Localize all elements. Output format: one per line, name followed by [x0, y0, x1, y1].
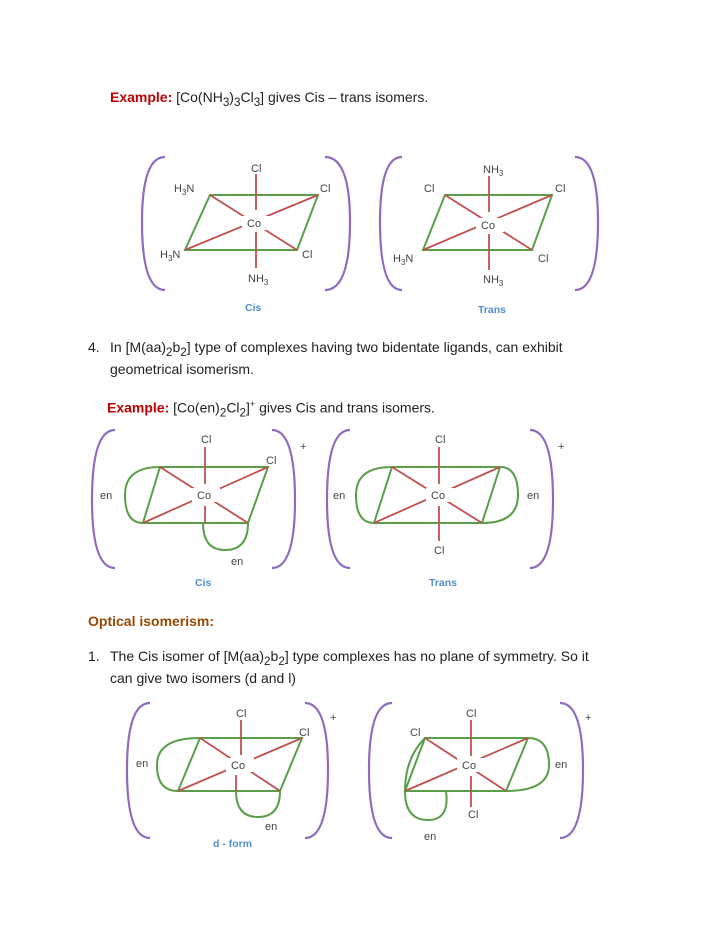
ligand-cl-top: Cl	[236, 708, 247, 720]
ligand-cl-right-top: Cl	[320, 183, 331, 195]
caption-cis: Cis	[195, 577, 212, 589]
ligand-h3n-bottom: $H_3N$	[160, 249, 181, 263]
caption-cis: Cis	[245, 302, 262, 314]
ligand-cl-top: Cl	[201, 434, 212, 446]
ligand-cl-right: Cl	[299, 727, 310, 739]
metal-co: Co	[231, 760, 246, 772]
ligand-cl-left-top: Cl	[424, 183, 435, 195]
ligand-nh3-top: $NH_3$	[483, 164, 504, 178]
example-2-line: Example: $[Co(en)_2Cl_2]^+$ gives Cis and trans isomers.	[107, 399, 435, 420]
fig1-cis-complex	[142, 157, 350, 314]
en-arc-right	[506, 738, 549, 791]
ligand-en-left: en	[136, 758, 149, 770]
fig2-trans-complex	[327, 430, 564, 589]
ligand-en-right: en	[527, 490, 540, 502]
ligand-nh3-bottom: $NH_3$	[483, 274, 504, 288]
metal-co: Co	[481, 220, 496, 232]
en-arc-right	[482, 467, 518, 523]
item-1-number: 1.	[88, 648, 100, 664]
charge-plus: +	[585, 712, 592, 724]
metal-co: Co	[247, 218, 262, 230]
ligand-cl-right: Cl	[266, 455, 277, 467]
charge-plus: +	[300, 441, 307, 453]
ligand-cl-bottom: Cl	[468, 809, 479, 821]
fig2-cis-complex	[92, 430, 306, 589]
fig1-trans-complex	[380, 157, 598, 316]
example-label: Example:	[107, 399, 170, 416]
left-bracket	[380, 157, 402, 290]
left-bracket	[142, 157, 165, 290]
ligand-en-bottom: en	[424, 831, 437, 843]
left-bracket	[127, 703, 150, 838]
ligand-cl-right-bottom: Cl	[302, 249, 313, 261]
charge-plus: +	[558, 441, 565, 453]
en-arc-left	[125, 467, 160, 523]
ligand-en-left: en	[333, 490, 346, 502]
metal-co: Co	[431, 490, 446, 502]
metal-co: Co	[197, 490, 212, 502]
en-arc-bottom	[236, 791, 280, 817]
ligand-en-left: en	[100, 490, 113, 502]
example-1-line: Example: $[Co(NH_3)_3Cl_3]$ gives Cis – trans isomers.	[110, 89, 429, 109]
fig3-l-form-complex	[369, 703, 591, 843]
item-4-line2: geometrical isomerism.	[110, 361, 254, 377]
left-bracket	[369, 703, 392, 838]
ligand-cl-top: Cl	[435, 434, 446, 446]
item-1-line2: can give two isomers (d and l)	[110, 670, 296, 686]
metal-co: Co	[462, 760, 477, 772]
caption-trans: Trans	[429, 577, 458, 589]
right-bracket	[325, 157, 350, 290]
ligand-en-bottom: en	[265, 821, 278, 833]
item-4-line1: In $[M(aa)_2b_2]$ type of complexes having two bidentate ligands, can exhibit	[110, 339, 563, 359]
ligand-en-bottom: en	[231, 556, 244, 568]
fig3-d-form-complex	[127, 703, 336, 850]
ligand-cl-right-bottom: Cl	[538, 253, 549, 265]
caption-d-form: d - form	[213, 838, 253, 850]
optical-isomerism-heading: Optical isomerism:	[88, 613, 215, 629]
example-label: Example:	[110, 89, 173, 105]
right-bracket	[575, 157, 598, 290]
ligand-en-right: en	[555, 759, 568, 771]
en-arc-bottom-left	[405, 738, 447, 820]
charge-plus: +	[330, 712, 337, 724]
en-arc-left	[157, 738, 200, 791]
en-arc-left	[356, 467, 392, 523]
item-1-line1: The Cis isomer of $[M(aa)_2b_2]$ type complexes has no plane of symmetry. So it	[110, 648, 589, 668]
caption-trans: Trans	[478, 304, 507, 316]
ligand-cl-left: Cl	[410, 727, 421, 739]
ligand-h3n-top: $H_3N$	[174, 183, 195, 197]
en-arc-bottom	[203, 523, 248, 550]
ligand-h3n-bottom: $H_3N$	[393, 253, 414, 267]
right-bracket	[272, 430, 295, 568]
ligand-cl-top: Cl	[466, 708, 477, 720]
ligand-cl-top: Cl	[251, 163, 262, 175]
ligand-cl-bottom: Cl	[434, 545, 445, 557]
item-4-number: 4.	[88, 339, 100, 355]
ligand-nh3-bottom: $NH_3$	[248, 273, 269, 287]
right-bracket	[305, 703, 328, 838]
ligand-cl-right-top: Cl	[555, 183, 566, 195]
